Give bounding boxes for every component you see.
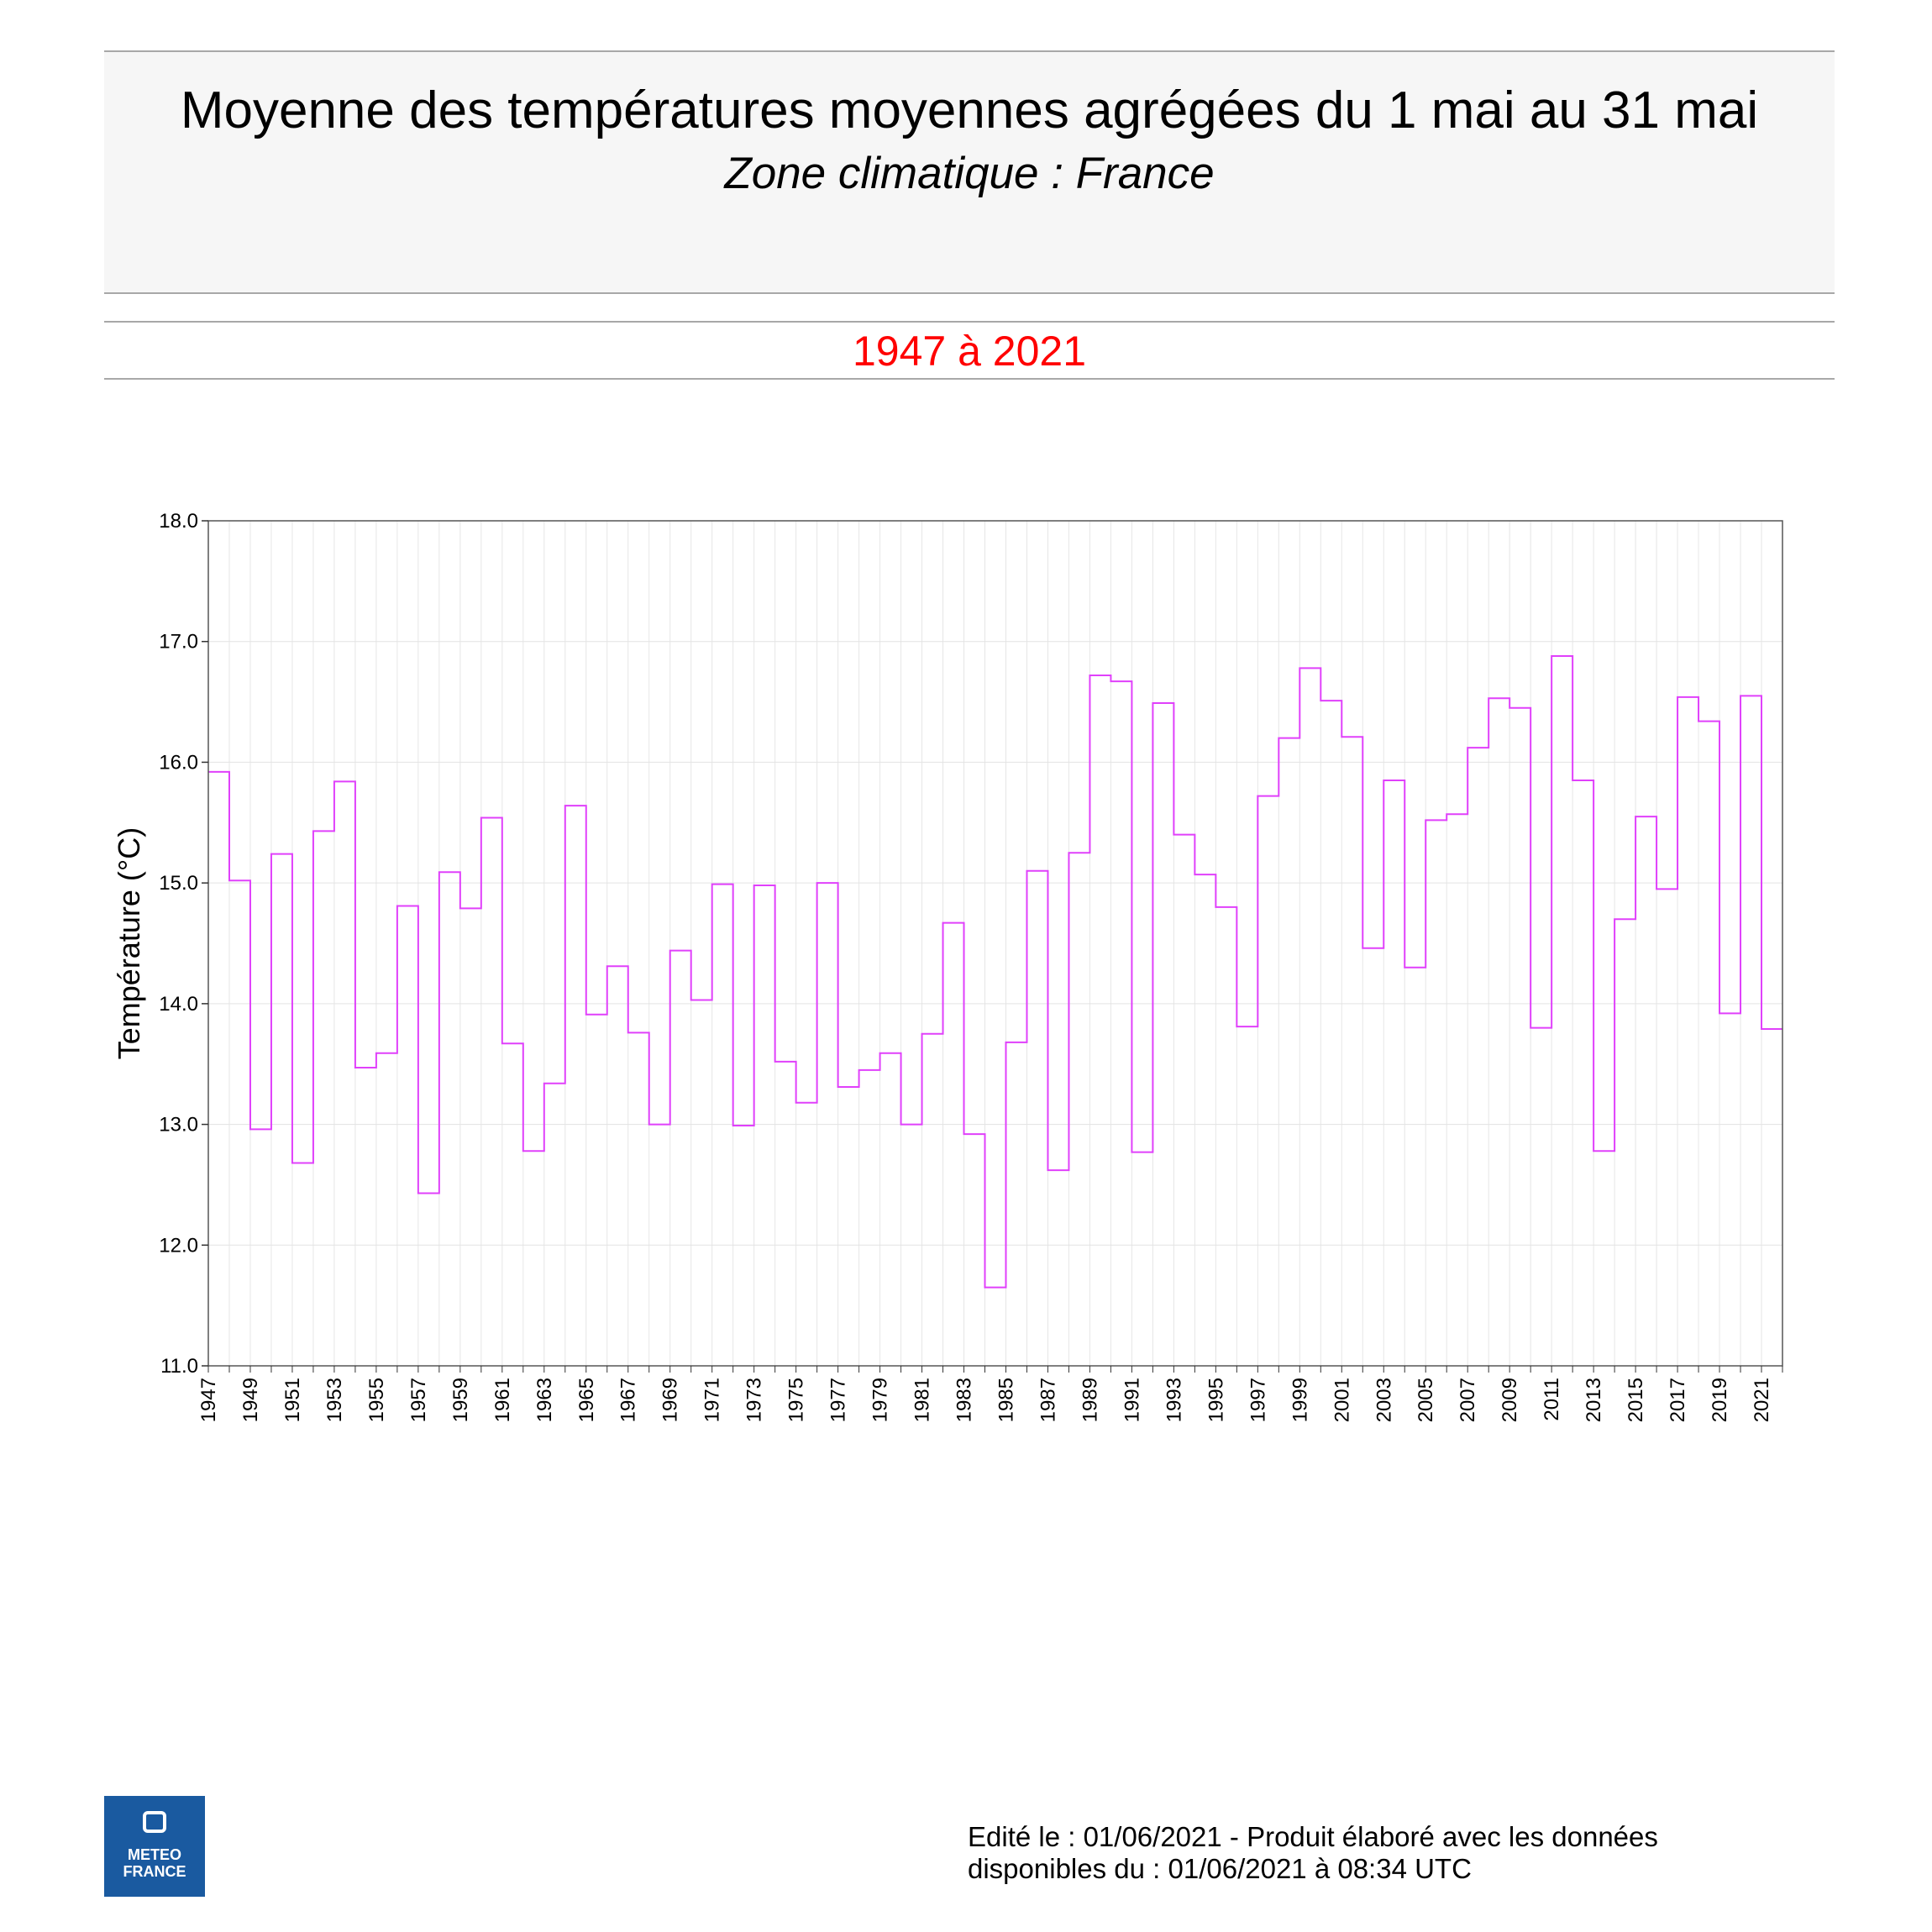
x-tick-label: 1957 [407, 1378, 430, 1423]
x-tick-label: 1977 [827, 1378, 850, 1423]
meteo-france-logo [104, 1796, 205, 1897]
y-tick-label: 17.0 [159, 630, 198, 654]
y-tick-label: 15.0 [159, 872, 198, 895]
x-tick-label: 1999 [1289, 1378, 1312, 1423]
x-tick-label: 1975 [785, 1378, 808, 1423]
x-tick-label: 1991 [1121, 1378, 1144, 1423]
x-tick-label: 1963 [533, 1378, 556, 1423]
x-tick-label: 1971 [701, 1378, 724, 1423]
x-tick-label: 2001 [1331, 1378, 1354, 1423]
series-step-line [208, 656, 1782, 1288]
logo-text [104, 1846, 205, 1880]
x-tick-label: 1959 [449, 1378, 472, 1423]
logo-icon [143, 1811, 166, 1833]
x-tick-label: 2021 [1751, 1378, 1774, 1423]
x-tick-label: 1967 [617, 1378, 640, 1423]
y-tick-label: 12.0 [159, 1234, 198, 1257]
x-tick-label: 1983 [953, 1378, 976, 1423]
x-tick-label: 1951 [281, 1378, 304, 1423]
x-tick-label: 1993 [1163, 1378, 1186, 1423]
x-tick-label: 2015 [1625, 1378, 1648, 1423]
x-tick-label: 1953 [323, 1378, 346, 1423]
x-tick-label: 1987 [1037, 1378, 1060, 1423]
footer-note [968, 1821, 1892, 1885]
x-tick-label: 2009 [1499, 1378, 1522, 1423]
x-tick-label: 1997 [1247, 1378, 1270, 1423]
x-tick-label: 1955 [365, 1378, 388, 1423]
header-panel [104, 50, 1835, 294]
x-tick-label: 2003 [1373, 1378, 1396, 1423]
x-tick-label: 1995 [1205, 1378, 1228, 1423]
y-tick-label: 16.0 [159, 751, 198, 774]
chart-title: Moyenne des températures moyennes agrégées du 1 mai au 31 mai [180, 81, 1759, 139]
x-tick-label: 2007 [1457, 1378, 1480, 1423]
x-tick-label: 1981 [911, 1378, 934, 1423]
y-tick-label: 14.0 [159, 992, 198, 1016]
x-tick-label: 1985 [995, 1378, 1018, 1423]
logo-line-2: FRANCE [123, 1863, 186, 1880]
footer-line-1: Edité le : 01/06/2021 - Produit élaboré avec les données [968, 1821, 1658, 1852]
x-tick-label: 1989 [1079, 1378, 1102, 1423]
x-tick-label: 1979 [869, 1378, 892, 1423]
x-tick-label: 1961 [491, 1378, 514, 1423]
y-tick-label: 18.0 [159, 510, 198, 533]
x-tick-label: 1965 [575, 1378, 598, 1423]
period-label: 1947 à 2021 [852, 328, 1087, 375]
x-tick-label: 1947 [197, 1378, 220, 1423]
temperature-chart [0, 470, 1932, 1462]
x-tick-label: 2011 [1541, 1378, 1564, 1421]
y-tick-label: 11.0 [160, 1355, 198, 1378]
x-tick-label: 1973 [743, 1378, 766, 1423]
x-tick-label: 2017 [1667, 1378, 1690, 1423]
x-tick-label: 1949 [239, 1378, 262, 1423]
chart-subtitle: Zone climatique : France [724, 149, 1215, 198]
y-axis-label: Température (°C) [112, 827, 146, 1060]
x-tick-label: 2019 [1709, 1378, 1732, 1423]
period-panel [104, 321, 1835, 380]
y-tick-label: 13.0 [159, 1113, 198, 1137]
x-tick-label: 2005 [1415, 1378, 1438, 1423]
plot-frame [208, 521, 1782, 1366]
x-tick-label: 2013 [1583, 1378, 1606, 1423]
footer-line-2: disponibles du : 01/06/2021 à 08:34 UTC [968, 1853, 1472, 1884]
x-tick-label: 1969 [659, 1378, 682, 1423]
logo-line-1: METEO [127, 1846, 181, 1863]
